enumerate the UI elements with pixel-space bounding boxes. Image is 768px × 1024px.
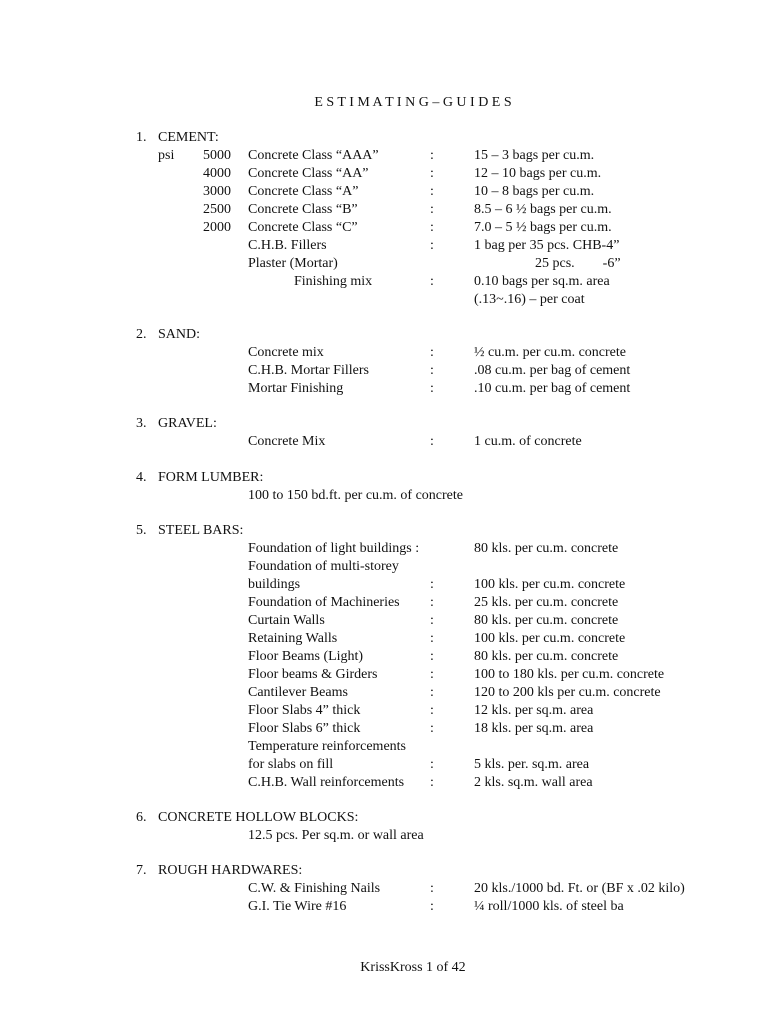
row-label: C.H.B. Mortar Fillers: [248, 363, 369, 378]
row-label: Floor Slabs 4” thick: [248, 703, 361, 718]
row-label: Finishing mix: [294, 274, 373, 289]
section-line: 100 to 150 bd.ft. per cu.m. of concrete: [248, 488, 463, 503]
row-value: 80 kls. per cu.m. concrete: [474, 613, 619, 628]
row-colon: :: [430, 649, 434, 664]
section-heading-hardwares: ROUGH HARDWARES:: [158, 863, 303, 878]
psi-value: 4000: [203, 166, 231, 181]
row-colon: :: [430, 631, 434, 646]
row-colon: :: [430, 613, 434, 628]
page-title: E S T I M A T I N G – G U I D E S: [314, 95, 512, 110]
row-label: C.H.B. Fillers: [248, 238, 327, 253]
row-colon: :: [430, 775, 434, 790]
row-label: Concrete Class “AAA”: [248, 148, 379, 163]
row-label: Plaster (Mortar): [248, 256, 338, 271]
row-value: .08 cu.m. per bag of cement: [474, 363, 631, 378]
row-value: ¼ roll/1000 kls. of steel ba: [474, 899, 624, 914]
row-value: 25 kls. per cu.m. concrete: [474, 595, 619, 610]
row-label: Concrete mix: [248, 345, 324, 360]
row-colon: :: [430, 381, 434, 396]
row-label: Floor Beams (Light): [248, 649, 364, 664]
row-label: for slabs on fill: [248, 757, 334, 772]
row-value: 80 kls. per cu.m. concrete: [474, 541, 619, 556]
row-label: Foundation of Machineries: [248, 595, 400, 610]
row-value: ½ cu.m. per cu.m. concrete: [474, 345, 626, 360]
section-heading-gravel: GRAVEL:: [158, 416, 217, 431]
row-label: G.I. Tie Wire #16: [248, 899, 347, 914]
row-value: 25 pcs. -6”: [535, 256, 621, 271]
psi-value: 5000: [203, 148, 231, 163]
row-value: 0.10 bags per sq.m. area: [474, 274, 610, 289]
section-number: 2.: [136, 327, 147, 342]
row-colon: :: [430, 721, 434, 736]
row-label: Mortar Finishing: [248, 381, 344, 396]
row-value: 12 kls. per sq.m. area: [474, 703, 594, 718]
row-value: 120 to 200 kls per cu.m. concrete: [474, 685, 661, 700]
section-heading-chb: CONCRETE HOLLOW BLOCKS:: [158, 810, 359, 825]
row-colon: :: [430, 595, 434, 610]
row-label: Curtain Walls: [248, 613, 325, 628]
row-label: Floor Slabs 6” thick: [248, 721, 361, 736]
row-value: 1 cu.m. of concrete: [474, 434, 582, 449]
row-value: 80 kls. per cu.m. concrete: [474, 649, 619, 664]
row-label: C.W. & Finishing Nails: [248, 881, 381, 896]
row-colon: :: [430, 148, 434, 163]
page-footer: KrissKross 1 of 42: [360, 960, 466, 975]
row-value: 20 kls./1000 bd. Ft. or (BF x .02 kilo): [474, 881, 685, 896]
section-number: 1.: [136, 130, 147, 145]
row-colon: :: [430, 685, 434, 700]
row-colon: :: [430, 703, 434, 718]
section-number: 5.: [136, 523, 147, 538]
section-line: 12.5 pcs. Per sq.m. or wall area: [248, 828, 424, 843]
row-value: 5 kls. per. sq.m. area: [474, 757, 590, 772]
psi-value: 2500: [203, 202, 231, 217]
row-label: Concrete Class “AA”: [248, 166, 369, 181]
section-number: 3.: [136, 416, 147, 431]
row-colon: :: [430, 345, 434, 360]
row-label: Temperature reinforcements: [248, 739, 406, 754]
row-label: Concrete Mix: [248, 434, 326, 449]
row-value: 1 bag per 35 pcs. CHB-4”: [474, 238, 620, 253]
row-label: buildings: [248, 577, 301, 592]
row-colon: :: [430, 184, 434, 199]
row-label: Concrete Class “A”: [248, 184, 359, 199]
row-value: 100 kls. per cu.m. concrete: [474, 631, 626, 646]
row-value: 2 kls. sq.m. wall area: [474, 775, 593, 790]
section-number: 7.: [136, 863, 147, 878]
row-value: 12 – 10 bags per cu.m.: [474, 166, 602, 181]
row-value: 100 to 180 kls. per cu.m. concrete: [474, 667, 665, 682]
row-colon: :: [430, 434, 434, 449]
row-label: Concrete Class “C”: [248, 220, 358, 235]
section-number: 4.: [136, 470, 147, 485]
row-label: Floor beams & Girders: [248, 667, 378, 682]
row-colon: :: [430, 220, 434, 235]
psi-value: 3000: [203, 184, 231, 199]
psi-value: 2000: [203, 220, 231, 235]
section-heading-cement: CEMENT:: [158, 130, 219, 145]
row-value: 100 kls. per cu.m. concrete: [474, 577, 626, 592]
row-value: (.13~.16) – per coat: [474, 292, 585, 307]
row-label: C.H.B. Wall reinforcements: [248, 775, 405, 790]
row-colon: :: [430, 577, 434, 592]
row-colon: :: [430, 202, 434, 217]
row-colon: :: [430, 881, 434, 896]
row-value: 18 kls. per sq.m. area: [474, 721, 594, 736]
row-colon: :: [430, 166, 434, 181]
row-value: 8.5 – 6 ½ bags per cu.m.: [474, 202, 612, 217]
row-colon: :: [430, 238, 434, 253]
section-heading-form-lumber: FORM LUMBER:: [158, 470, 264, 485]
row-label: Concrete Class “B”: [248, 202, 358, 217]
row-value: 10 – 8 bags per cu.m.: [474, 184, 595, 199]
row-colon: :: [430, 274, 434, 289]
row-colon: :: [430, 757, 434, 772]
section-heading-steel-bars: STEEL BARS:: [158, 523, 244, 538]
row-label: Retaining Walls: [248, 631, 338, 646]
section-number: 6.: [136, 810, 147, 825]
row-colon: :: [430, 363, 434, 378]
row-colon: :: [430, 667, 434, 682]
psi-label: psi: [158, 148, 175, 163]
row-label: Foundation of multi-storey: [248, 559, 399, 574]
row-label: Cantilever Beams: [248, 685, 348, 700]
section-heading-sand: SAND:: [158, 327, 201, 342]
row-value: .10 cu.m. per bag of cement: [474, 381, 631, 396]
row-value: 7.0 – 5 ½ bags per cu.m.: [474, 220, 612, 235]
row-colon: :: [430, 899, 434, 914]
row-value: 15 – 3 bags per cu.m.: [474, 148, 595, 163]
row-label: Foundation of light buildings :: [248, 541, 420, 556]
